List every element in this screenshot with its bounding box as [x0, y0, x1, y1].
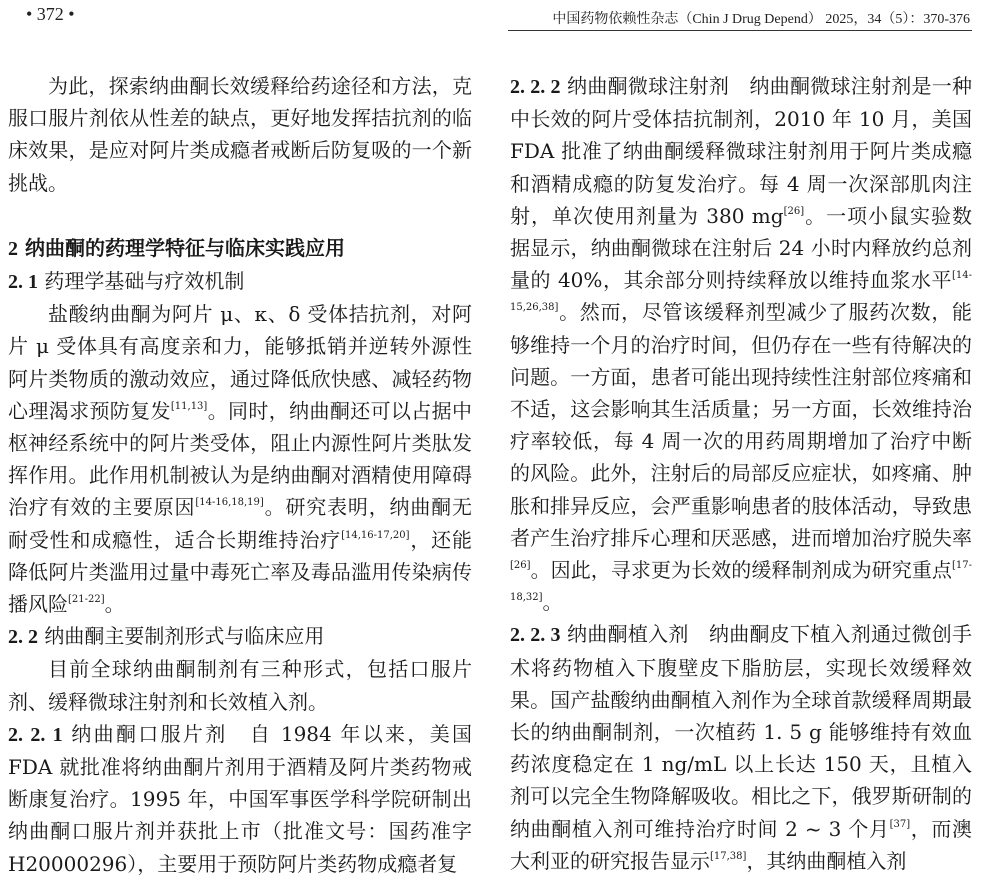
right-column [510, 70, 972, 877]
section-2-1-paragraph [8, 298, 472, 620]
citation: [14,16-17,20] [341, 529, 410, 541]
section-title: 纳曲酮口服片剂 [71, 721, 228, 746]
citation: [37] [889, 818, 911, 830]
section-title: 纳曲酮植入剂 [567, 622, 689, 647]
section-2-1-heading [8, 265, 472, 298]
text-run: 纳曲酮皮下植入剂通过微创手术将药物植入下腹壁皮下脂肪层，实现长效缓释效果。国产盐酸纳曲酮植入剂作为全球首款缓释周期最长的纳曲酮制剂，一次植药 1. 5 g 能够维持有效血药浓度稳定在 1 ng/mL 以上长达 150 天，且植入剂可以完全生物降解吸收。相比之下，俄罗斯研制的纳曲酮植入剂可维持治疗时间 2 ~ 3 个月 [510, 622, 973, 841]
citation: [26] [510, 560, 531, 572]
page-number: • 372 • [26, 4, 75, 24]
text-run: 。因此，寻求更为长效的缓释制剂成为研究重点 [530, 558, 952, 583]
citation: [21-22] [68, 594, 105, 606]
journal-citation: 中国药物依赖性杂志（Chin J Drug Depend） 2025，34（5）：370-376 [552, 12, 970, 27]
section-title: 纳曲酮的药理学特征与临床实践应用 [24, 235, 345, 260]
text-run: 。 [104, 592, 125, 617]
section-number: 2. 1 [8, 271, 38, 294]
text-run: ，还能降低阿片类滥用过量中毒死亡率及毒品滥用传染病传播风险 [8, 527, 473, 617]
citation: [17,38] [710, 850, 747, 862]
section-2-2-2-paragraph [510, 70, 972, 618]
section-title: 药理学基础与疗效机制 [44, 269, 245, 294]
citation: [17-18,32] [510, 560, 972, 604]
text-run: 自 1984 年以来，美国 FDA 就批准将纳曲酮片剂用于酒精及阿片类药物戒断康复治疗。1995 年，中国军事医学科学院研制出纳曲酮口服片剂并获批上市（批准文号：国药准字 H20000296），主要用于预防阿片类药物成瘾者复 [8, 721, 473, 876]
section-number: 2. 2. 2 [510, 76, 561, 98]
section-number: 2. 2. 1 [8, 723, 63, 746]
citation: [14-16,18,19] [195, 497, 264, 509]
section-title: 纳曲酮微球注射剂 [567, 74, 730, 98]
text-run: 盐酸纳曲酮为阿片 μ、κ、δ 受体拮抗剂，对阿片 μ 受体具有高度亲和力，能够抵销并逆转外源性阿片类物质的激动效应，通过降低欣快感、减轻药物心理渴求预防复发 [8, 302, 472, 423]
section-2-2-3-paragraph [510, 618, 972, 877]
section-title: 纳曲酮主要制剂形式与临床应用 [44, 624, 325, 649]
text-run: 。研究表明，纳曲酮无耐受性和成瘾性，适合长期维持治疗 [8, 495, 473, 552]
citation: [26] [783, 205, 805, 217]
text-run: 。 [542, 590, 563, 615]
section-number: 2. 2 [8, 626, 38, 649]
section-number: 2 [8, 237, 18, 260]
header-rule [508, 30, 972, 31]
text-run: ，而澳大利亚的研究报告显示 [510, 816, 973, 873]
section-2-heading [8, 232, 472, 265]
intro-paragraph: 为此，探索纳曲酮长效缓释给药途径和方法，克服口服片剂依从性差的缺点，更好地发挥拮抗剂的临床效果，是应对阿片类成瘾者戒断后防复吸的一个新挑战。 [8, 74, 472, 195]
section-2-2-paragraph: 目前全球纳曲酮制剂有三种形式，包括口服片剂、缓释微球注射剂和长效植入剂。 [8, 657, 472, 714]
left-column [8, 70, 472, 880]
section-number: 2. 2. 3 [510, 624, 561, 647]
citation: [14-15,26,38] [510, 270, 972, 314]
section-2-2-heading [8, 620, 472, 653]
citation: [11,13] [170, 400, 208, 412]
text-run: 纳曲酮微球注射剂是一种中长效的阿片受体拮抗制剂，2010 年 10 月，美国 FDA 批准了纳曲酮缓释微球注射剂用于阿片类成瘾和酒精成瘾的防复发治疗。每 4 周一次深部肌肉注射，单次使用剂量为 380 mg [510, 74, 973, 228]
text-run: 。同时，纳曲酮还可以占据中枢神经系统中的阿片类受体，阻止内源性阿片类肽发挥作用。此作用机制被认为是纳曲酮对酒精使用障碍治疗有效的主要原因 [8, 398, 473, 520]
text-run: 。然而，尽管该缓释剂型减少了服药次数，能够维持一个月的治疗时间，但仍存在一些有待解决的问题。一方面，患者可能出现持续性注射部位疼痛和不适，这会影响其生活质量；另一方面，长效维持治疗率较低，每 4 周一次的用药周期增加了治疗中断的风险。此外，注射后的局部反应症状，如疼痛、肿胀和排异反应，会严重影响患者的肢体活动，导致患者产生治疗排斥心理和厌恶感，进而增加治疗脱失率 [510, 300, 972, 550]
text-run: 。一项小鼠实验数据显示，纳曲酮微球在注射后 24 小时内释放约总剂量的 40%，其余部分则持续释放以维持血浆水平 [510, 203, 973, 293]
text-run: ，其纳曲酮植入剂 [746, 848, 907, 873]
